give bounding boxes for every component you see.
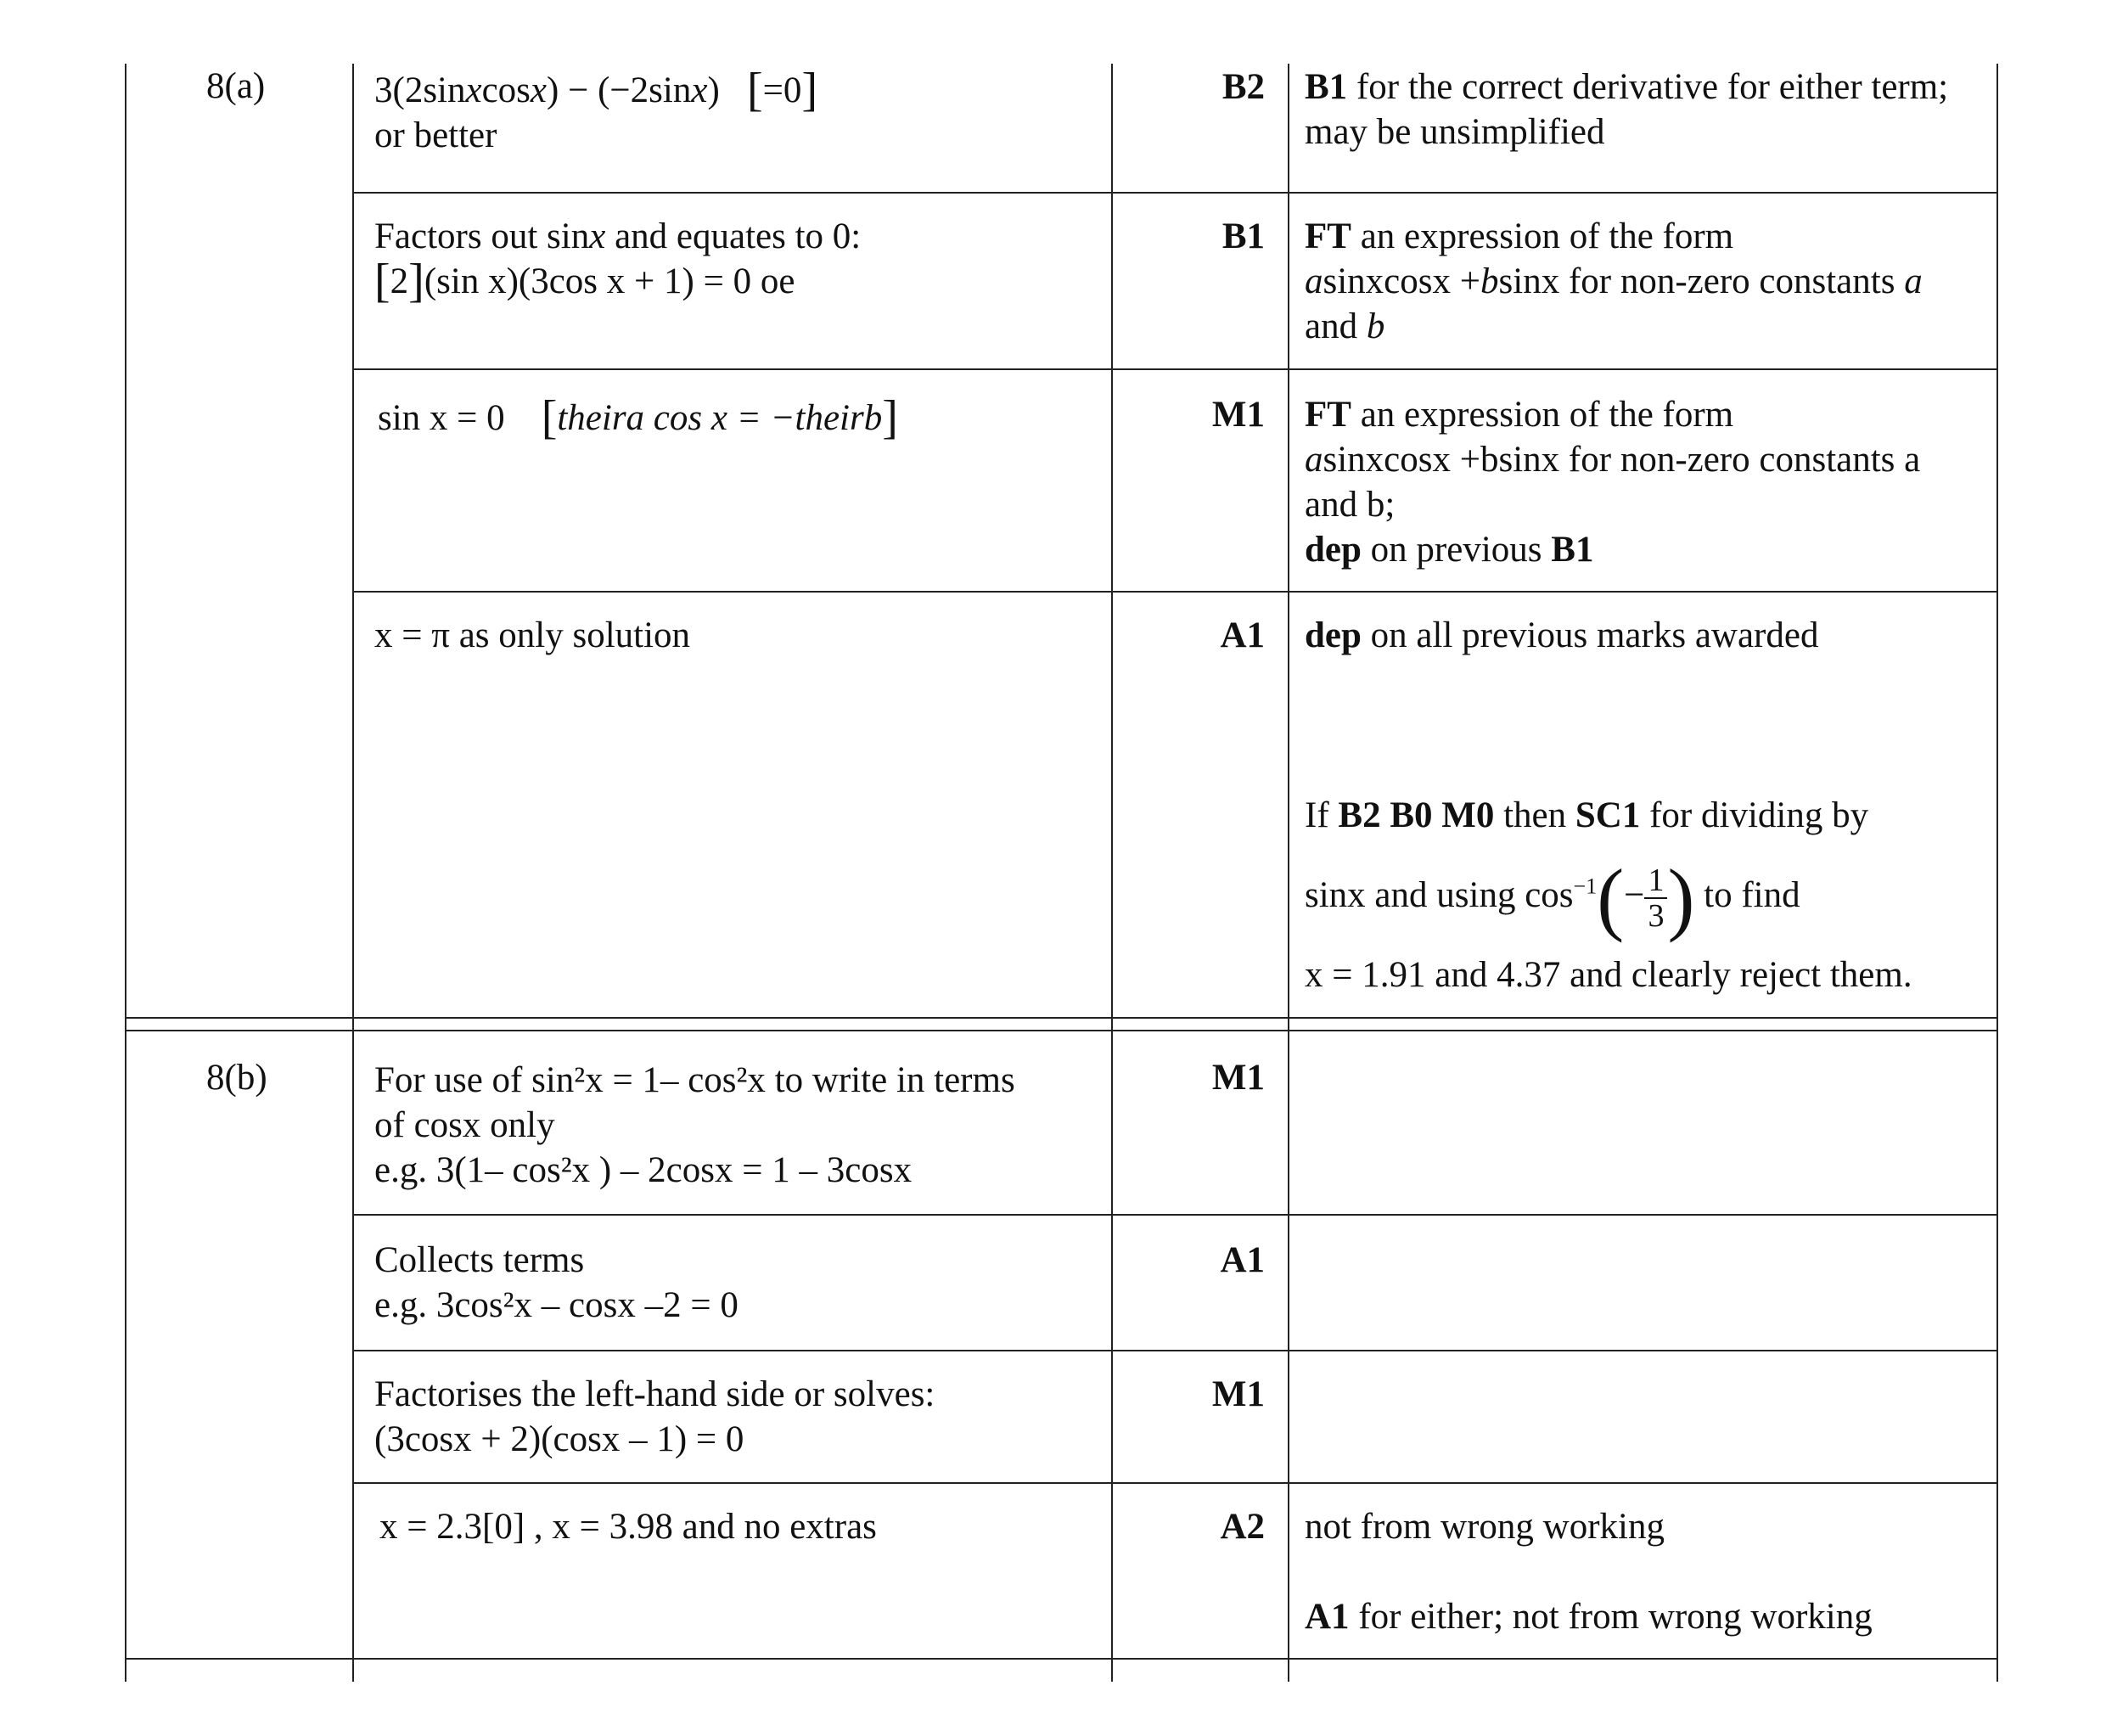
answer-row-a1: 3(2sinxcosx) − (−2sinx) [=0] or better — [374, 64, 818, 155]
guidance-row-a1: B1 for the correct derivative for either term; may be unsimplified — [1305, 67, 1949, 152]
mark-m1: M1 — [1211, 395, 1265, 435]
row-divider — [352, 1350, 1998, 1351]
mark-a1: A1 — [1220, 1240, 1265, 1280]
mark-b2: B2 — [1221, 67, 1265, 107]
guidance-row-b4-a1: A1 for either; not from wrong working — [1305, 1597, 1873, 1637]
special-case-note: If B2 B0 M0 then SC1 for dividing by — [1305, 795, 1869, 835]
question-number-8b: 8(b) — [206, 1058, 267, 1098]
guidance-row-a4: dep on all previous marks awarded — [1305, 615, 1819, 655]
mark-m1: M1 — [1211, 1058, 1265, 1098]
grid-line-left — [125, 64, 126, 1682]
grid-line-guidance-left — [1288, 64, 1289, 1682]
part-separator-bottom — [125, 1030, 1998, 1031]
part-separator-top — [125, 1017, 1998, 1019]
row-divider — [352, 591, 1998, 593]
answer-row-b3: Factorises the left-hand side or solves: (3cosx + 2)(cosx – 1) = 0 — [374, 1374, 935, 1459]
row-divider — [352, 192, 1998, 194]
grid-line-right — [1996, 64, 1998, 1682]
table-bottom-line — [125, 1658, 1998, 1660]
guidance-row-a2: FT an expression of the form asinxcosx +bsinx for non-zero constants a and b — [1305, 216, 1923, 346]
answer-row-a2: Factors out sinx and equates to 0: [2](sin x)(3cos x + 1) = 0 oe — [374, 216, 862, 307]
question-number-8a: 8(a) — [206, 66, 266, 106]
row-divider — [352, 1482, 1998, 1484]
mark-a2: A2 — [1220, 1507, 1265, 1547]
row-divider — [352, 1214, 1998, 1216]
answer-row-a4: x = π as only solution — [374, 615, 691, 655]
mark-a1: A1 — [1220, 615, 1265, 655]
special-case-inverse-cos: sinx and using $\cos^{-1}(-$ $\frac{1}{3}$ ) to find — [1305, 852, 1800, 944]
mark-b1: B1 — [1221, 216, 1265, 256]
guidance-row-b4: not from wrong working — [1305, 1507, 1665, 1547]
answer-row-b1: For use of sin²x = 1– cos²x to write in terms of cosx only e.g. 3(1– cos²x ) – 2cosx = 1 – 3cosx — [374, 1060, 1015, 1190]
row-divider — [352, 368, 1998, 370]
answer-row-b2: Collects terms e.g. 3cos²x – cosx –2 = 0 — [374, 1240, 739, 1325]
mark-m1: M1 — [1211, 1374, 1265, 1414]
grid-line-answer-left — [352, 64, 354, 1682]
grid-line-mark-left — [1111, 64, 1113, 1682]
answer-row-a3: sin x = 0 [theira cos x = −theirb] — [378, 391, 898, 444]
answer-row-b4: x = 2.3[0] , x = 3.98 and no extras — [379, 1507, 877, 1547]
guidance-row-a3: FT an expression of the form asinxcosx +bsinx for non-zero constants a and b; dep on previous B1 — [1305, 395, 1921, 570]
special-case-result: x = 1.91 and 4.37 and clearly reject them. — [1305, 955, 1912, 995]
